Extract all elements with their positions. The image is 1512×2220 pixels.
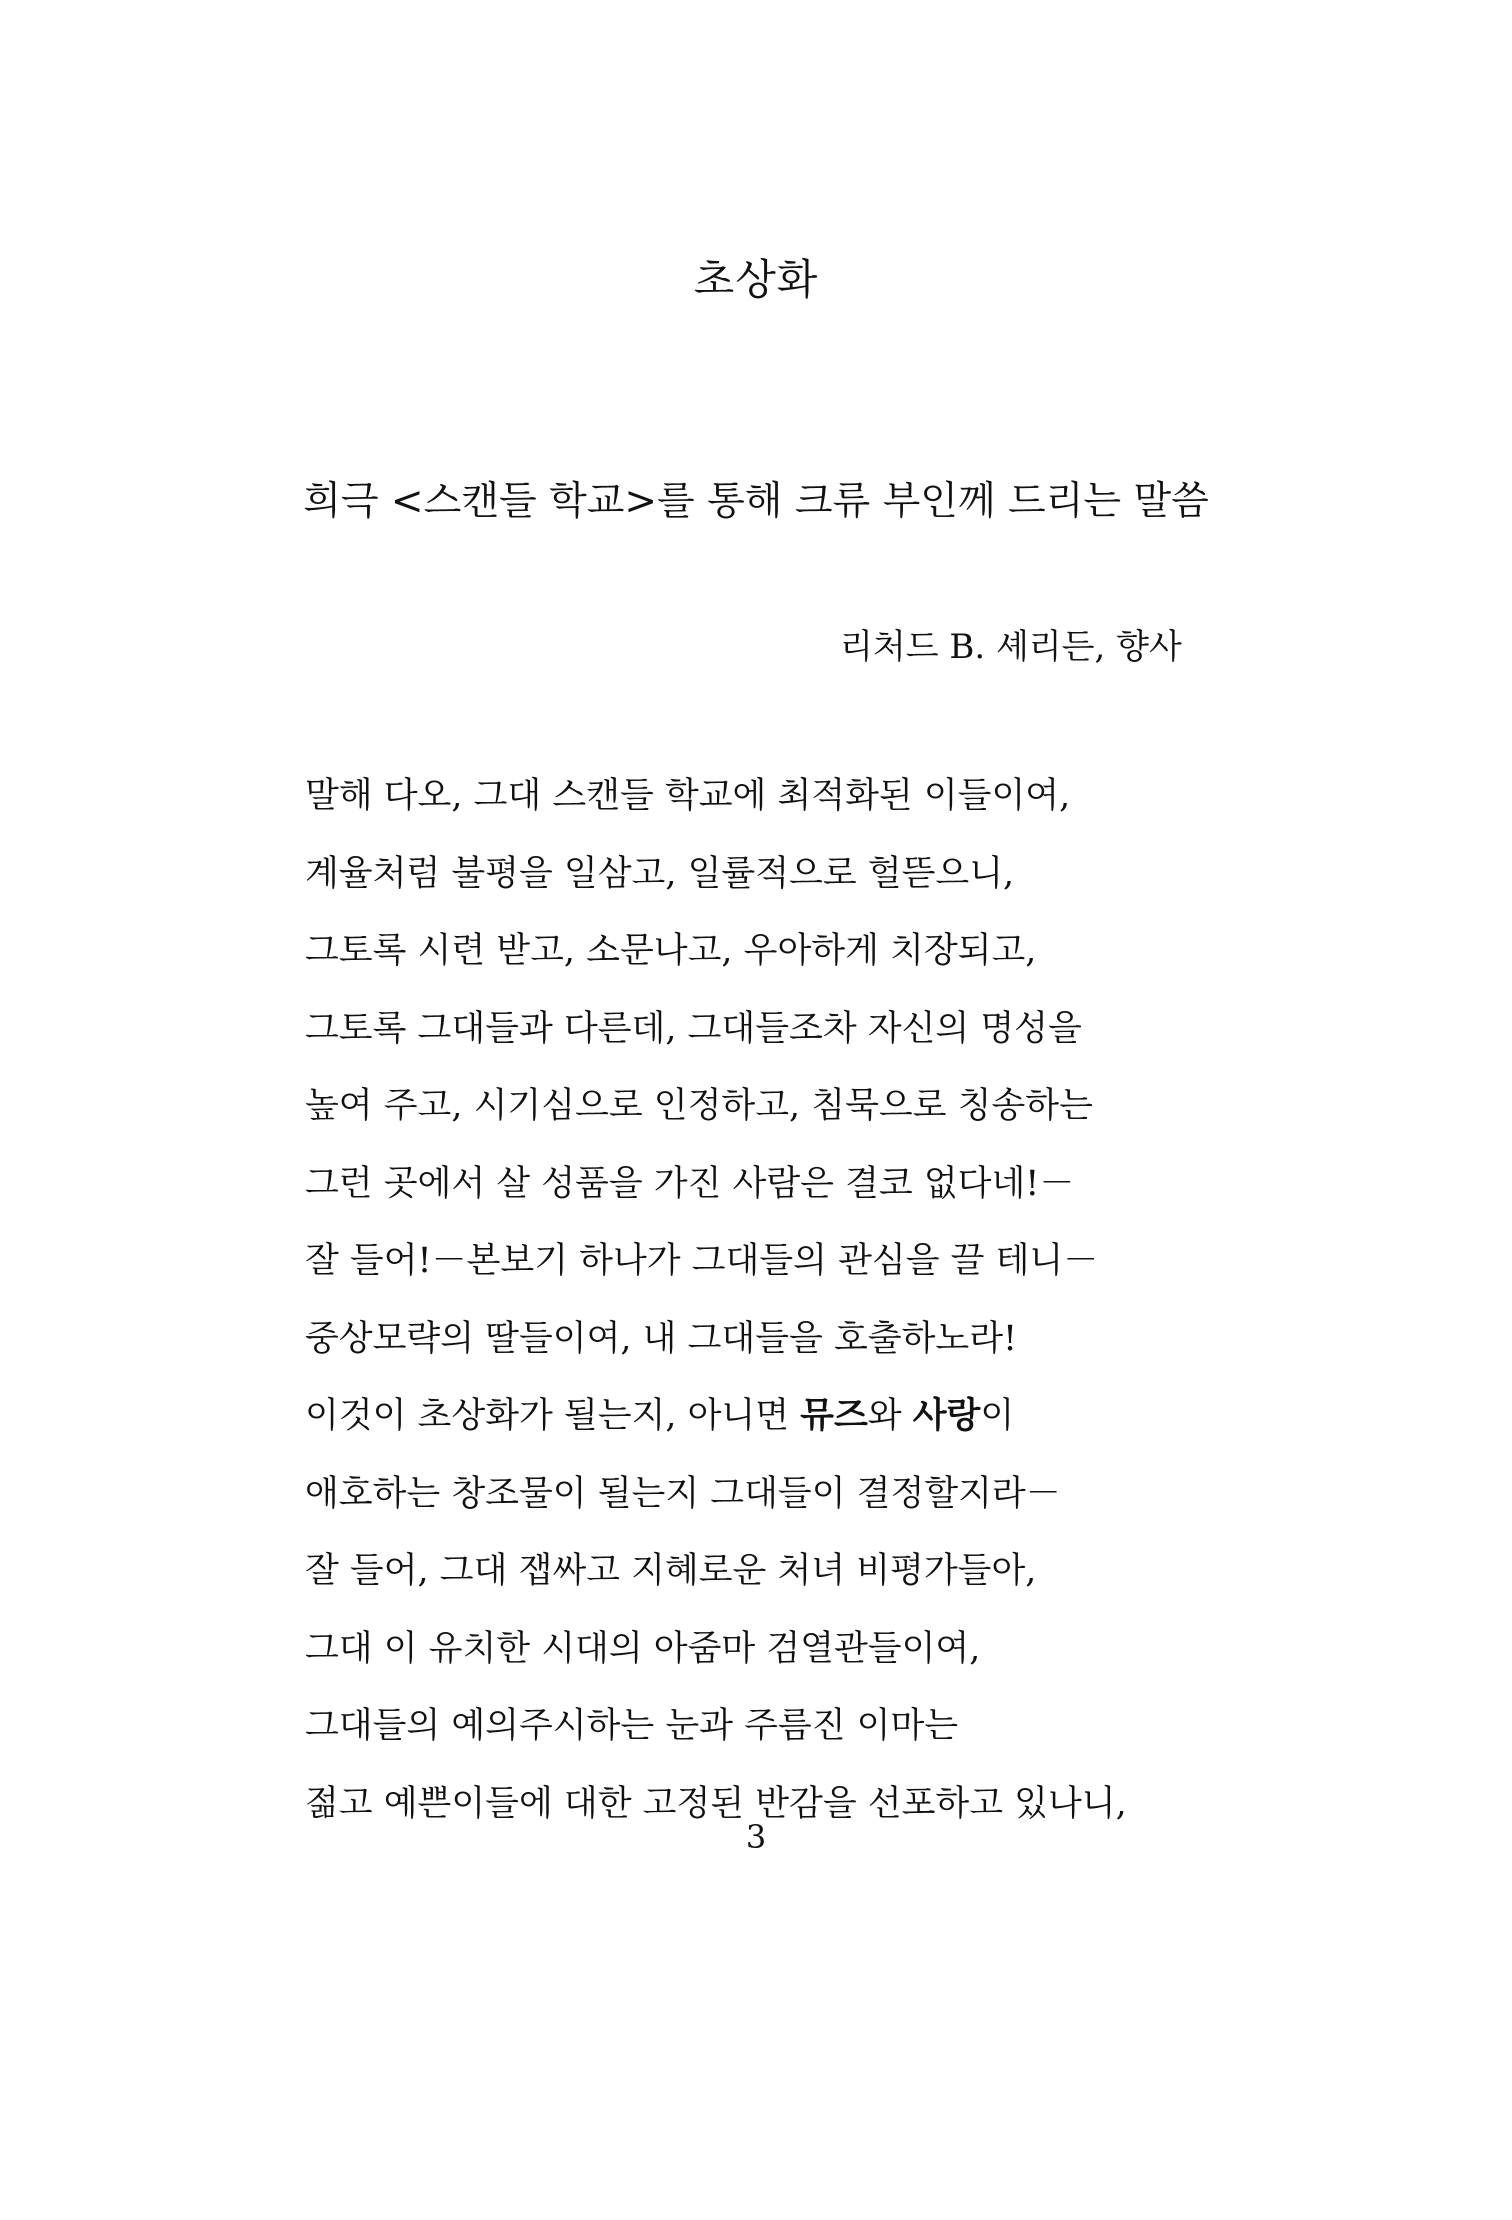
- poem-line: 그런 곳에서 살 성품을 가진 사람은 결코 없다네!－: [305, 1163, 1075, 1204]
- poem-line: [305, 1386, 1205, 1464]
- poem-line-text: 이: [980, 1396, 1015, 1436]
- page-title: 초상화: [693, 255, 819, 304]
- poem-line: 그토록 그대들과 다른데, 그대들조차 자신의 명성을: [305, 1008, 1082, 1049]
- page-number: 3: [745, 1818, 767, 1856]
- subtitle: 희극 <스캔들 학교>를 통해 크류 부인께 드리는 말씀: [303, 479, 1209, 524]
- author-line: 리처드 B. 셰리든, 향사: [840, 627, 1182, 667]
- poem-body: [305, 766, 1205, 1851]
- poem-line: 중상모략의 딸들이여, 내 그대들을 호출하노라!: [305, 1318, 1018, 1359]
- poem-line: 애호하는 창조물이 될는지 그대들이 결정할지라－: [305, 1473, 1061, 1514]
- poem-line: 그대 이 유치한 시대의 아줌마 검열관들이여,: [305, 1628, 981, 1669]
- poem-line: 잘 들어, 그대 잽싸고 지혜로운 처녀 비평가들아,: [305, 1551, 1037, 1591]
- poem-line-text: 이것이 초상화가 될는지, 아니면: [305, 1396, 801, 1436]
- poem-line: 그토록 시련 받고, 소문나고, 우아하게 치장되고,: [305, 931, 1037, 971]
- poem-line: 계율처럼 불평을 일삼고, 일률적으로 헐뜯으니,: [305, 853, 1015, 894]
- emphasis-muse: 뮤즈: [800, 1395, 868, 1436]
- poem-line: 잘 들어!－본보기 하나가 그대들의 관심을 끌 테니－: [305, 1241, 1099, 1281]
- poem-line: 그대들의 예의주시하는 눈과 주름진 이마는: [305, 1706, 959, 1746]
- poem-line-text: 와: [867, 1396, 913, 1436]
- poem-line: 높여 주고, 시기심으로 인정하고, 침묵으로 칭송하는: [305, 1086, 1093, 1126]
- poem-line: 젊고 예쁜이들에 대한 고정된 반감을 선포하고 있나니,: [305, 1783, 1127, 1824]
- poem-line: 말해 다오, 그대 스캔들 학교에 최적화된 이들이여,: [305, 776, 1071, 816]
- emphasis-love: 사랑: [912, 1395, 981, 1436]
